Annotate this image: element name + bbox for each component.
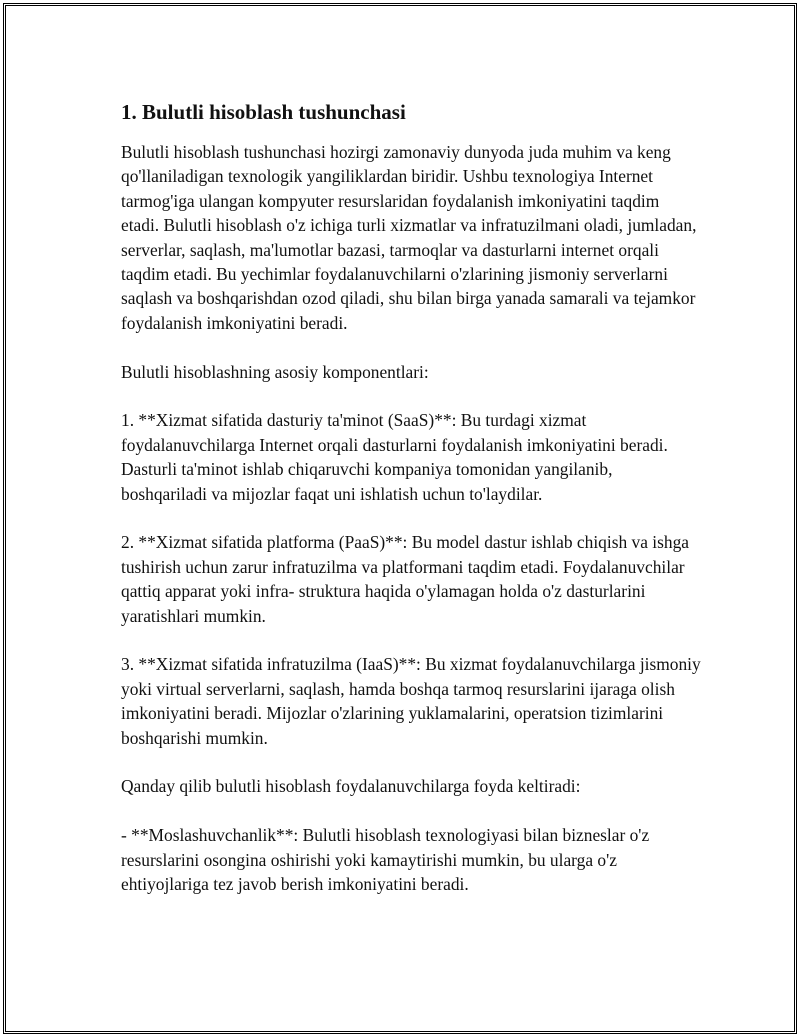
document-body	[121, 98, 701, 921]
benefits-intro-paragraph: Qanday qilib bulutli hisoblash foydalanuvchilarga foyda keltiradi:	[121, 776, 581, 797]
intro-paragraph: Bulutli hisoblash tushunchasi hozirgi zamonaviy dunyoda juda muhim va keng qo'llaniladigan texnologik yangiliklardan biridir. Ushbu texnologiya Internet tarmog'iga ulangan kompyuter resurslaridan foydalanish imkoniyatini taqdim etadi. Bulutli hisoblash o'z ichiga turli xizmatlar va infratuzilmani oladi, jumladan, serverlar, saqlash, ma'lumotlar bazasi, tarmoqlar va dasturlarni internet orqali taqdim etadi. Bu yechimlar foydalanuvchilarni o'zlarining jismoniy serverlarni saqlash va boshqarishdan ozod qiladi, shu bilan birga yanada samarali va tejamkor foydalanish imkoniyatini beradi.	[121, 142, 697, 333]
flexibility-paragraph: - **Moslashuvchanlik**: Bulutli hisoblash texnologiyasi bilan bizneslar o'z resurslarini osongina oshirishi yoki kamaytirishi mumkin, bu ularga o'z ehtiyojlariga tez javob berish imkoniyatini beradi.	[121, 825, 650, 895]
components-intro-paragraph: Bulutli hisoblashning asosiy komponentlari:	[121, 361, 429, 382]
document-page	[3, 3, 797, 1034]
saas-paragraph: 1. **Xizmat sifatida dasturiy ta'minot (SaaS)**: Bu turdagi xizmat foydalanuvchilarga Internet orqali dasturlarni foydalanish imkoniyatini beradi. Dasturli ta'minot ishlab chiqaruvchi kompaniya tomonidan yangilanib, boshqariladi va mijozlar faqat uni ishlatish uchun to'laydilar.	[121, 410, 668, 504]
section-heading: 1. Bulutli hisoblash tushunchasi	[121, 100, 406, 124]
iaas-paragraph: 3. **Xizmat sifatida infratuzilma (IaaS)**: Bu xizmat foydalanuvchilarga jismoniy yoki virtual serverlarni, saqlash, hamda boshqa tarmoq resurslarini ijaraga olish imkoniyatini beradi. Mijozlar o'zlarining yuklamalarini, operatsion tizimlarini boshqarishi mumkin.	[121, 654, 701, 748]
paas-paragraph: 2. **Xizmat sifatida platforma (PaaS)**: Bu model dastur ishlab chiqish va ishga tushirish uchun zarur infratuzilma va platformani taqdim etadi. Foydalanuvchilar qattiq apparat yoki infra- struktura haqida o'ylamagan holda o'z dasturlarini yaratishlari mumkin.	[121, 532, 689, 626]
